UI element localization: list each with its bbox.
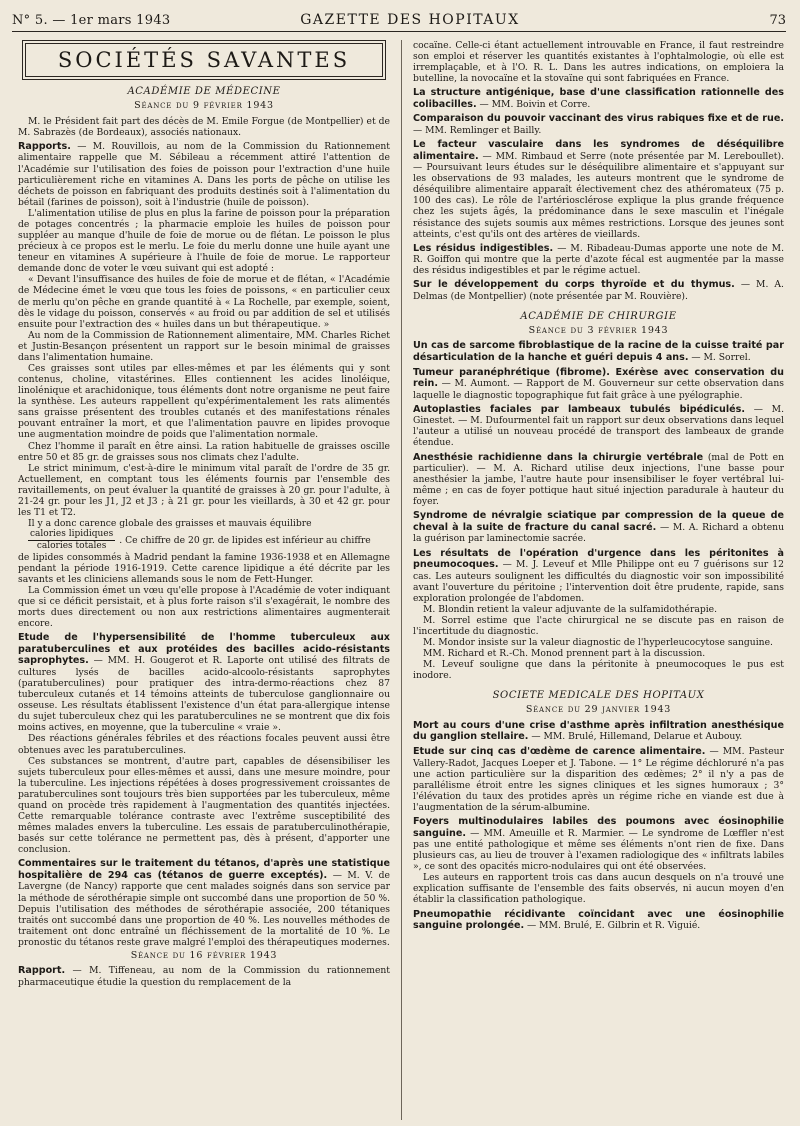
article-heading: Comparaison du pouvoir vaccinant des virus rabiques fixe et de rue. — [413, 113, 784, 125]
article-heading: Tumeur paranéphrétique (fibrome). Exérèse avec conservation du rein. — [413, 366, 784, 390]
article-text: — M. J. Leveuf et Mlle Philippe ont eu 7 guérisons sur 12 cas. Les auteurs soulignent les difficultés du diagnostic voir son impossibilité avant l'ouverture du péritoine ; l'intervention doit être prudente, rapide, sans exploration prolongée de l'abdomen. — [413, 559, 784, 604]
article — [413, 113, 784, 136]
paragraph: M. Sorrel estime que l'acte chirurgical ne se discute pas en raison de l'incertitude du diagnostic. — [413, 614, 784, 638]
paragraph: M. Blondin retient la valeur adjuvante de la sulfamidothérapie. — [423, 603, 718, 615]
title-frame — [22, 40, 386, 80]
article-heading: Pneumopathie récidivante coïncidant avec une éosinophilie sanguine prolongée. — [413, 908, 784, 932]
session-date: Séance du 3 février 1943 — [528, 325, 669, 337]
column-divider — [401, 40, 402, 1120]
article-text: — M. V. de Lavergne (de Nancy) rapporte que cent malades soignés dans son service par la méthode de sérothérapie simple ont succombé dans une proportion de 50 %. Depuis l'utilisation des méthodes de sérothérapie associée, 200 tétaniques traités ont succombé dans une proportion de 40 %. Les nouvelles méthodes de traitement ont donc entraîné un fléchissement de la mortalité de 10 %. Le pronostic du tétanos reste grave malgré l'emploi des thérapeutiques modernes. — [18, 869, 390, 948]
article-text: — M. Aumont. — Rapport de M. Gouverneur sur cette observation dans laquelle le diagnostic topographique fut fait grâce à une pyélographie. — [413, 378, 784, 401]
paragraph: Les auteurs en rapportent trois cas dans aucun desquels on n'a trouvé une explication suffisante de l'ensemble des faits observés, ni aucun moyen d'en établir la classification pathologique. — [413, 872, 784, 906]
article-text: — MM. Rimbaud et Serre (note présentée par M. Lereboullet). — Poursuivant leurs études sur le déséquilibre alimentaire et s'appuyant sur les observations de 93 malades, les auteurs montrent que le syndrome de déséquilibre alimentaire apparaît électivement chez des athéromateux (75 p. 100 des cas). Le rôle de l'artériosclérose explique la plus grande fréquence chez les sujets âgés, la prédominance dans le sexe masculin et l'inégale résistance des sujets soumis aux mêmes restrictions. Lorsque des jeunes sont atteints, c'est qu'ils ont des artères de vieillards. — [413, 150, 784, 240]
article-text: — M. Rouvillois, au nom de la Commission du Rationnement alimentaire rappelle que M. Sébileau a récemment attiré l'attention de l'Académie sur l'utilisation des foies de poisson pour l'extraction d'une huile particulièrement riche en vitamines A. Dans les ports de pêche on utilise les déchets de poisson en fabriquant des produits destinés soit à l'alimentation du bétail (farines de poisson), soit à l'industrie (huile de poisson). — [18, 140, 390, 208]
article — [413, 404, 784, 449]
session-date: Séance du 9 février 1943 — [134, 100, 274, 112]
article — [413, 279, 784, 302]
paragraph: Il y a donc carence globale des graisses et mauvais équilibre — [28, 518, 312, 530]
article-text: — MM. Pasteur Vallery-Radot, Jacques Loeper et J. Tabone. — 1° Le régime déchloruré n'a pas une action particulière sur la disparition des œdèmes; 2° il n'y a pas de parallélisme étroit entre les signes cliniques et les signes humoraux ; 3° l'élévation du taux des protides après un régime riche en viande est due à l'augmentation de la sérum-albumine. — [413, 746, 784, 813]
article — [413, 816, 784, 872]
article-heading: Le facteur vasculaire dans les syndromes de déséquilibre alimentaire. — [413, 139, 784, 162]
paragraph: M. Mondor insiste sur la valeur diagnostic de l'hyperleucocytose sanguine. — [423, 637, 773, 649]
article — [413, 909, 784, 932]
article-heading: Les résultats de l'opération d'urgence dans les péritonites à pneumocoques. — [413, 547, 784, 571]
page-header — [12, 8, 786, 32]
article-heading: Commentaires sur le traitement du tétanos, d'après une statistique hospitalière de 294 cas (tétanos de guerre exceptés). — [18, 858, 390, 881]
article-heading: Rapports. — [18, 140, 71, 152]
right-column — [413, 40, 784, 1120]
article-text: — MM. Brulé, Hillemand, Delarue et Aubouy. — [528, 731, 743, 743]
article-text: — M. Tiffeneau, au nom de la Commission du rationnement pharmaceutique étudie la question du remplacement de la — [18, 965, 390, 988]
fraction-line — [18, 529, 390, 552]
fraction-denominator: calories totales — [36, 540, 107, 551]
paragraph: Des réactions générales fébriles et des réactions focales peuvent aussi être obtenues avec les paratuberculines. — [18, 733, 390, 756]
article — [413, 720, 784, 743]
article — [413, 452, 784, 508]
paragraph: Ces substances se montrent, d'autre part, capables de désensibiliser les sujets tuberculeux pour elles-mêmes et aussi, dans une mesure moindre, pour la tuberculine. Les injections répétées à doses progressivement croissantes de paratuberculines sont toujours très bien supportées par les tuberculeux, même quand on procède très rapidement à l'augmentation des quantités injectées. Cette remarquable tolérance contraste avec l'extrême susceptibilité des mêmes malades envers la tuberculine. Les essais de paratuberculinothérapie, basés sur cette tolérance ne permettent pas, dès à présent, d'apporter une conclusion. — [18, 755, 390, 856]
quoted-resolution: « Devant l'insuffisance des huiles de foie de morue et de flétan, « l'Académie de Médecine émet le vœu que tous les foies de poissons, « en particulier ceux de merlu qu'on pêche en grande quantité à « La Rochelle, par exemple, soient, dès le vidage du poisson, conservés « au froid ou par addition de sel et utilisés ensuite pour l'extraction des « huiles dans un but thérapeutique. » — [18, 274, 390, 330]
article — [18, 858, 390, 948]
section-heading-academie-medecine: ACADÉMIE DE MÉDECINE — [127, 86, 281, 98]
article-heading: Autoplasties faciales par lambeaux tubulés bipédiculés. — [413, 403, 745, 415]
article — [413, 746, 784, 813]
article-text: — MM. Remlinger et Bailly. — [413, 124, 542, 136]
article-heading: Rapport. — [18, 965, 66, 977]
session-date: Séance du 29 janvier 1943 — [525, 704, 672, 716]
paragraph: de lipides consommés à Madrid pendant la famine 1936-1938 et en Allemagne pendant la période 1916-1919. Cette carence lipidique a été décrite par les savants et les cliniciens allemands sous le nom de Fett-Hunger. — [18, 551, 390, 585]
paragraph: M. Leveuf souligne que dans la péritonite à pneumocoques le pus est inodore. — [413, 659, 784, 682]
article-heading: La structure antigénique, base d'une classification rationnelle des colibacilles. — [413, 87, 784, 110]
article — [18, 632, 390, 733]
article — [413, 139, 784, 240]
article-heading: Anesthésie rachidienne dans la chirurgie vertébrale — [413, 451, 704, 463]
paragraph: cocaïne. Celle-ci étant actuellement introuvable en France, il faut restreindre son emploi et réserver les quantités existantes à l'ophtalmologie, où elle est irremplaçable, et à l'O. R. L. Dans les autres indications, on emploiera la butelline, la novocaïne et la stovaïne qui sont fabriquées en France. — [413, 40, 784, 85]
article — [413, 510, 784, 544]
article — [413, 548, 784, 604]
paragraph: Ces graisses sont utiles par elles-mêmes et par les éléments qui y sont contenus, choline, vitastérines. Elles contiennent les acides linoléique, linolénique et arachidonique, tous éléments dont notre organisme ne peut faire la synthèse. Les auteurs rappellent qu'expérimentalement les rats alimentés sans graisse présentent des troubles cutanés et des manifestations rénales pouvant entraîner la mort, et que l'alimentation pauvre en lipides provoque une augmentation moindre de poids que l'alimentation normale. — [18, 362, 390, 441]
article-text: — M. Sorrel. — [688, 352, 751, 364]
article-text: — M. A. Delmas (de Montpellier) (note présentée par M. Rouvière). — [413, 279, 784, 302]
paragraph: MM. Richard et R.-Ch. Monod prennent part à la discussion. — [423, 648, 706, 660]
section-heading-academie-chirurgie: ACADÉMIE DE CHIRURGIE — [520, 311, 677, 322]
page-number: 73 — [769, 13, 786, 29]
article-heading: Etude sur cinq cas d'œdème de carence alimentaire. — [413, 746, 706, 758]
paragraph: La Commission émet un vœu qu'elle propose à l'Académie de voter indiquant que si ce déficit persistait, et à plus forte raison s'il s'exagérait, le nombre des morts dues directement ou non aux restrictions alimentaires augmenterait encore. — [18, 585, 390, 630]
article — [18, 141, 390, 208]
paragraph: L'alimentation utilise de plus en plus la farine de poisson pour la préparation de potages concentrés ; la pharmacie emploie les huiles de poisson pour suppléer au manque d'huile de foie de morue ou de flétan. Le poisson le plus précieux à ce propos est le merlu. Le foie du merlu donne une huile ayant une teneur en vitamines A supérieure à l'huile de foie de morue. Le rapporteur demande donc de voter le vœu suivant qui est adopté : — [18, 207, 390, 275]
article-heading: Sur le développement du corps thyroïde et du thymus. — [413, 279, 735, 291]
article-text: — M. Ribadeau-Dumas apporte une note de M. R. Goiffon qui montre que la perte d'azote fécal est augmentée par la masse des résidus indigestibles et par le régime actuel. — [413, 242, 784, 277]
article-heading: Mort au cours d'une crise d'asthme après infiltration anesthésique du ganglion stellaire. — [413, 719, 784, 743]
fraction-trailing-text: . Ce chiffre de 20 gr. de lipides est inférieur au chiffre — [119, 534, 371, 546]
article-text: — MM. Brulé, E. Gilbrin et R. Viguié. — [524, 920, 701, 932]
article-text: — M. Ginestet. — M. Dufourmentel fait un rapport sur deux observations dans lequel l'auteur a utilisé un nouveau procédé de transport des lambeaux de grande étendue. — [413, 403, 784, 449]
paragraph: M. le Président fait part des décès de M. Emile Forgue (de Montpellier) et de M. Sabrazès (de Bordeaux), associés nationaux. — [18, 115, 390, 138]
issue-date: N° 5. — 1er mars 1943 — [12, 13, 171, 29]
article-text: — MM. Ameuille et R. Marmier. — Le syndrome de Lœffler n'est pas une entité pathologique et même ses éléments n'ont rien de fixe. Dans plusieurs cas, au lieu de trouver à l'examen radiologique des « infiltrats labiles », ce sont des opacités micro-nodulaires qui ont été observées. — [413, 827, 784, 873]
session-date: Séance du 16 février 1943 — [130, 949, 278, 961]
fraction — [28, 529, 115, 552]
article-heading: Foyers multinodulaires labiles des poumons avec éosinophilie sanguine. — [413, 815, 784, 839]
article-text: (mal de Pott en particulier). — M. A. Richard utilise deux injections, l'une basse pour anesthésier la jambe, l'autre haute pour insensibiliser le foyer vertébral lui-même ; en cas de foyer pottique haut situé injection paradurale à hauteur du foyer. — [413, 451, 784, 508]
article-heading: Les résidus indigestibles. — [413, 242, 554, 254]
paragraph: Chez l'homme il paraît en être ainsi. La ration habituelle de graisses oscille entre 50 et 85 gr. de graisses sous nos climats chez l'adulte. — [18, 440, 390, 463]
article — [413, 243, 784, 277]
article — [413, 87, 784, 110]
left-column — [18, 40, 390, 1120]
article-heading: Syndrome de névralgie sciatique par compression de la queue de cheval à la suite de fracture du canal sacré. — [413, 510, 784, 533]
article-text: — MM. H. Gougerot et R. Laporte ont utilisé des filtrats de cultures lysés de bacilles acido-alcoolo-résistants saprophytes (paratuberculines) pour pratiquer des intra-dermo-réactions chez 87 tuberculeux cutanés et 14 témoins atteints de tuberculose ganglionnaire ou osseuse. Les résultats établissent l'existence d'un état para-allergique intense du sujet tuberculeux chez qui les paratuberculines ne se montrent que dix fois moins actives, en moyenne, que la tuberculine « vraie ». — [18, 655, 390, 734]
article-heading: Un cas de sarcome fibroblastique de la racine de la cuisse traité par désarticulation de la hanche et guéri depuis 4 ans. — [413, 340, 784, 364]
article-text: — M. A. Richard a obtenu la guérison par laminectomie sacrée. — [413, 521, 784, 545]
article — [18, 965, 390, 988]
article-text: — MM. Boivin et Corre. — [476, 98, 591, 110]
paragraph: Le strict minimum, c'est-à-dire le minimum vital paraît de l'ordre de 35 gr. Actuellement, en comptant tous les éléments fournis par l'ensemble des ravitaillements, on peut évaluer la quantité de graisses à 20 gr. pour l'adulte, à 21-24 gr. pour les J1, J2 et J3 ; à 21 gr. pour les vieillards, à 30 et 42 gr. pour les T1 et T2. — [18, 462, 390, 518]
article-heading: Etude de l'hypersensibilité de l'homme tuberculeux aux paratuberculines et aux protéides des bacilles acido-résistants saprophytes. — [18, 632, 390, 667]
journal-title: GAZETTE DES HOPITAUX — [300, 12, 520, 29]
page-title: SOCIÉTÉS SAVANTES — [25, 43, 383, 77]
article — [413, 340, 784, 363]
paragraph: Au nom de la Commission de Rationnement alimentaire, MM. Charles Richet et Justin-Besançon présentent un rapport sur le besoin minimal de graisses dans l'alimentation humaine. — [18, 329, 390, 363]
fraction-numerator: calories lipidiques — [30, 529, 114, 540]
article — [413, 367, 784, 401]
section-heading-societe-medicale: SOCIETE MEDICALE DES HOPITAUX — [492, 690, 705, 702]
